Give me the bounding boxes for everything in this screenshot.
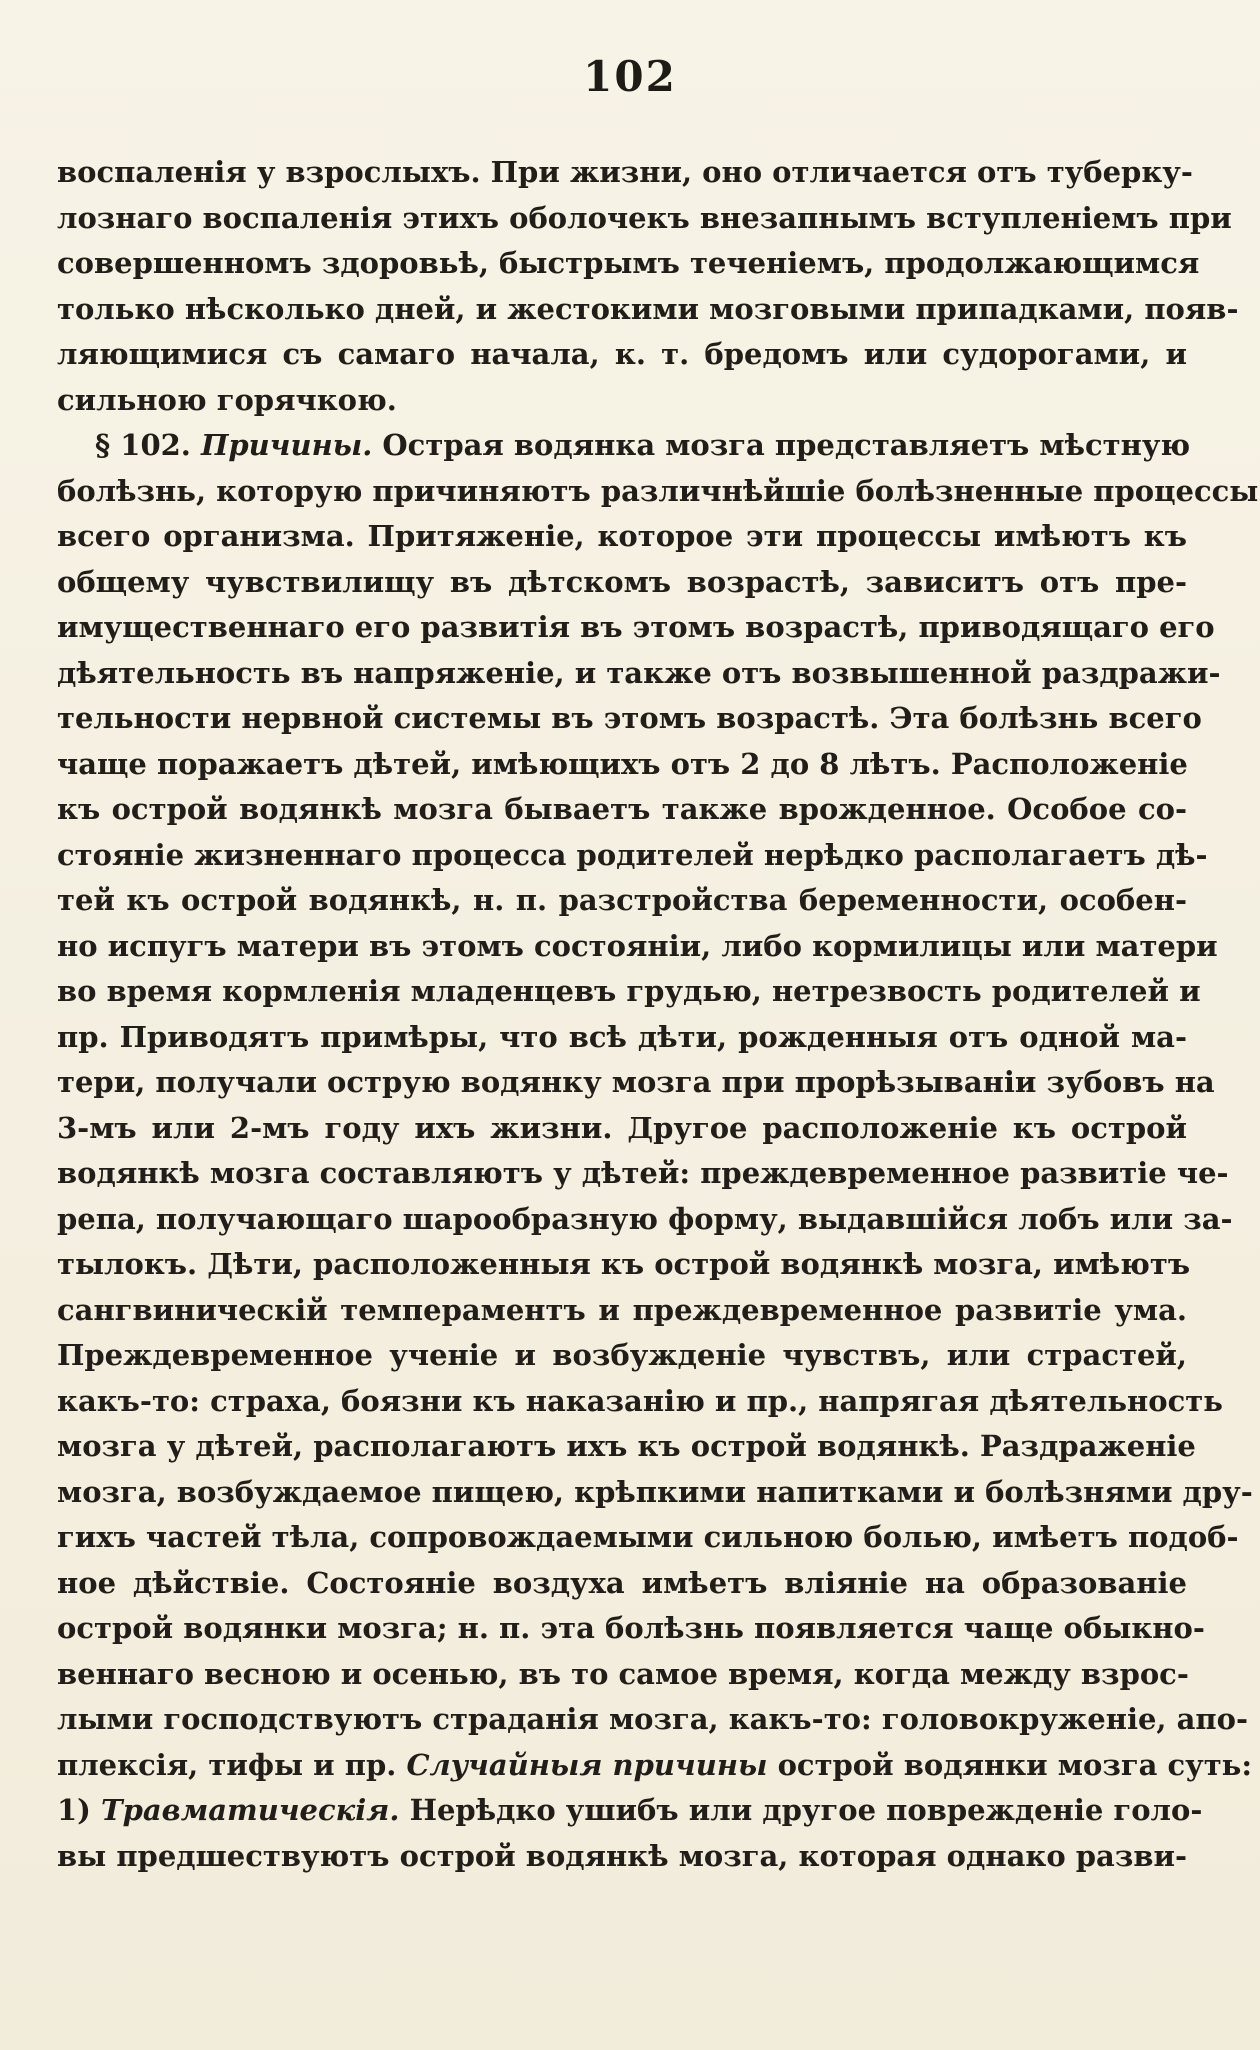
text-line: вы предшествуютъ острой водянкѣ мозга, которая однако разви- — [57, 1838, 1188, 1873]
text-line: чаще поражаетъ дѣтей, имѣющихъ отъ 2 до 8 лѣтъ. Расположеніе — [57, 746, 1188, 781]
text-line — [57, 1788, 1203, 1834]
text-line: дѣятельность въ напряженіе, и также отъ возвышенной раздражи- — [57, 655, 1221, 690]
page-number: 102 — [583, 52, 677, 101]
text-line: пр. Приводятъ примѣры, что всѣ дѣти, рожденныя отъ одной ма- — [57, 1019, 1187, 1054]
text-line: стояніе жизненнаго процесса родителей нерѣдко располагаетъ дѣ- — [57, 837, 1208, 872]
text-line: тельности нервной системы въ этомъ возрастѣ. Эта болѣзнь всего — [57, 701, 1202, 735]
body-text — [57, 150, 1259, 1879]
emphasis-text: Случайныя причины — [406, 1747, 768, 1782]
text-line: какъ-то: страха, боязни къ наказанію и пр., напрягая дѣятельность — [57, 1383, 1223, 1418]
text-line: репа, получающаго шарообразную форму, выдавшійся лобъ или за- — [57, 1201, 1233, 1236]
text-line: тери, получали острую водянку мозга при прорѣзываніи зубовъ на — [57, 1065, 1215, 1099]
text-run: острой водянки мозга суть: — [767, 1747, 1253, 1782]
text-line: тей къ острой водянкѣ, н. п. разстройства беременности, особен- — [57, 883, 1187, 917]
text-line: воспаленія у взрослыхъ. При жизни, оно отличается отъ туберку- — [57, 155, 1193, 189]
text-run: плексія, тифы и пр. — [57, 1747, 407, 1782]
text-line: Преждевременное ученіе и возбужденіе чувствъ, или страстей, — [57, 1338, 1187, 1372]
text-line: болѣзнь, которую причиняютъ различнѣйшіе болѣзненные процессы — [57, 473, 1259, 508]
text-line: общему чувствилищу въ дѣтскомъ возрастѣ, зависитъ отъ пре- — [57, 564, 1187, 599]
text-run: Острая водянка мозга представляетъ мѣстную — [372, 428, 1191, 462]
text-line: мозга у дѣтей, располагаютъ ихъ къ острой водянкѣ. Раздраженіе — [57, 1429, 1196, 1463]
text-line: острой водянки мозга; н. п. эта болѣзнь появляется чаще обыкно- — [57, 1611, 1205, 1645]
text-line: къ острой водянкѣ мозга бываетъ также врожденное. Особое со- — [57, 792, 1187, 826]
text-line: лознаго воспаленія этихъ оболочекъ внезапнымъ вступленіемъ при — [57, 200, 1232, 235]
text-line: лыми господствуютъ страданія мозга, какъ-то: головокруженіе, апо- — [57, 1702, 1249, 1736]
text-line: водянкѣ мозга составляютъ у дѣтей: преждевременное развитіе че- — [57, 1156, 1229, 1190]
text-line: ное дѣйствіе. Состояніе воздуха имѣетъ вліяніе на образованіе — [57, 1565, 1187, 1600]
text-line: веннаго весною и осенью, въ то самое время, когда между взрос- — [57, 1656, 1189, 1691]
list-marker: 1) — [57, 1793, 101, 1827]
text-line: имущественнаго его развитія въ этомъ возрастѣ, приводящаго его — [57, 610, 1215, 644]
section-number: § 102. — [95, 428, 201, 462]
text-run: Нерѣдко ушибъ или другое поврежденіе голо- — [399, 1793, 1203, 1827]
text-line: ляющимися съ самаго начала, к. т. бредомъ или судорогами, и — [57, 337, 1187, 371]
text-line: во время кормленія младенцевъ грудью, нетрезвость родителей и — [57, 974, 1201, 1008]
text-line — [57, 1743, 1253, 1789]
section-title: Причины. — [201, 428, 373, 462]
emphasis-text: Травматическія. — [101, 1793, 400, 1827]
text-line: только нѣсколько дней, и жестокими мозговыми припадками, появ- — [57, 291, 1239, 326]
text-line: гихъ частей тѣла, сопровождаемыми сильною болью, имѣетъ подоб- — [57, 1520, 1239, 1554]
text-line: совершенномъ здоровьѣ, быстрымъ теченіемъ, продолжающимся — [57, 246, 1200, 280]
text-line: тылокъ. Дѣти, расположенныя къ острой водянкѣ мозга, имѣютъ — [57, 1247, 1191, 1281]
section-heading-line — [57, 423, 1191, 469]
text-line: но испугъ матери въ этомъ состояніи, либо кормилицы или матери — [57, 928, 1218, 963]
text-line: всего организма. Притяженіе, которое эти процессы имѣютъ къ — [57, 519, 1187, 553]
text-line: сангвиническій темпераментъ и преждевременное развитіе ума. — [57, 1292, 1187, 1327]
text-line: 3-мъ или 2-мъ году ихъ жизни. Другое расположеніе къ острой — [57, 1110, 1187, 1145]
text-line: мозга, возбуждаемое пищею, крѣпкими напитками и болѣзнями дру- — [57, 1474, 1253, 1509]
text-line: сильною горячкою. — [57, 382, 397, 417]
